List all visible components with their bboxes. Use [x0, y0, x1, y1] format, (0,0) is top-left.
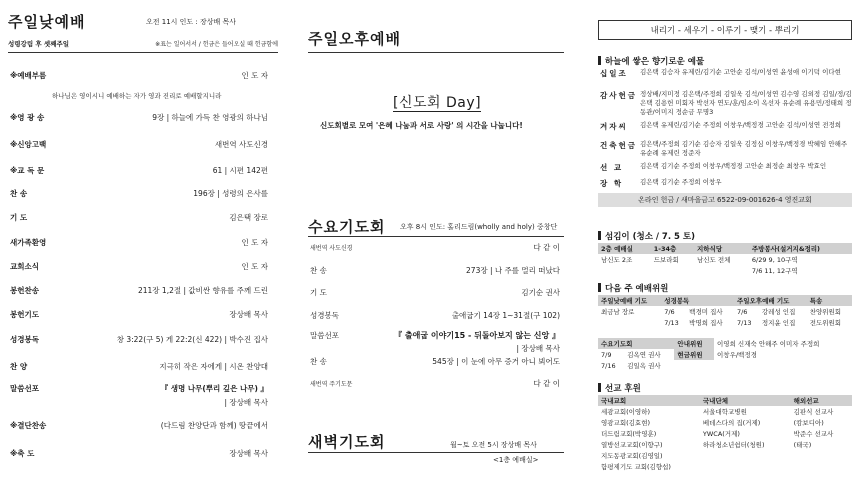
- table-cell: [598, 317, 661, 328]
- table-cell: 7/13: [736, 318, 752, 327]
- table-cell: 정지윤 인집: [761, 319, 796, 327]
- order-leader: 장상배 목사: [229, 448, 268, 458]
- order-row: [10, 186, 268, 200]
- table-cell: 백경미 집사: [689, 308, 723, 316]
- wed-label: 성경봉독: [310, 310, 339, 320]
- offering-row: [600, 90, 852, 117]
- sunday-service-column: [0, 0, 282, 481]
- table-cell: 찬양위원회: [809, 308, 842, 316]
- offering-names: 김은택 유제린/김기순 주정희 이창우/백정경 고안순 김석/이성연 전정희: [640, 121, 842, 129]
- order-row: [10, 359, 268, 373]
- table-cell: 열방선교교회(이향구): [601, 441, 663, 449]
- wed-content: 273장 | 나 주를 멀리 떠났다: [466, 265, 560, 275]
- wed-label: 말씀선포: [310, 330, 339, 340]
- table-row: [598, 439, 852, 450]
- sunday-service-subheader: [8, 39, 278, 53]
- sunday-service-title: 주일낮예배: [8, 13, 86, 31]
- table-header-cell: 1-34층: [651, 243, 694, 254]
- table-row: [598, 265, 852, 276]
- order-leader: 인 도 자: [241, 70, 268, 80]
- order-label: 찬 양: [10, 361, 28, 371]
- table-cell: 남신도 2조: [601, 256, 633, 264]
- order-content: 새번역 사도신경: [214, 139, 268, 149]
- offering-row: [600, 178, 852, 189]
- order-row: [10, 381, 268, 395]
- next-week-section-title: 다음 주 예배위원: [598, 282, 668, 294]
- table-header-cell: 특송: [807, 295, 852, 306]
- order-content: 지극히 작은 자에게 | 시온 찬양대: [159, 361, 268, 371]
- table-cell: 7/13: [664, 318, 679, 327]
- order-label: 찬 송: [10, 188, 28, 198]
- offering-label: 건축헌금: [600, 141, 637, 150]
- mission-table: [598, 395, 852, 472]
- dawn-prayer-title: 새벽기도회: [308, 433, 386, 451]
- table-cell: [700, 450, 791, 461]
- table-cell: 7/6: [736, 307, 748, 316]
- wed-content: 545장 | 이 눈에 아무 증거 아니 뵈어도: [432, 356, 560, 366]
- sermon-title: 『 생명 나무(뿌리 깊은 나무) 』: [160, 383, 268, 393]
- table-header-cell: 지하식당: [694, 243, 749, 254]
- table-header-cell: 주일오후예배 기도: [734, 295, 807, 306]
- table-header-row: [598, 243, 852, 254]
- wed-sermon-title: 『 출애굽 이야기15 - 뒤돌아보지 않는 신앙 』: [394, 330, 560, 340]
- dawn-prayer-location: <1층 예배실>: [493, 456, 539, 464]
- wed-row: [310, 328, 560, 342]
- order-label: 기 도: [10, 212, 28, 222]
- dawn-prayer-meta: 월~토 오전 5시 장상배 목사: [450, 441, 537, 449]
- order-label: 성경봉독: [10, 334, 39, 344]
- member-day-title-text: [신도회 Day]: [393, 95, 482, 111]
- table-cell: [791, 461, 852, 472]
- offering-names: 김은택/주정희 김기순 김승자 김일욱 김정심 이창우/백정경 박혜임 안해주 유순례 유제린 정준자: [640, 140, 848, 157]
- cleaning-section-title: 섬김이 (청소 / 7. 5 토): [598, 230, 695, 242]
- table-cell: 김옥연 권사: [627, 351, 661, 359]
- table-row: [598, 406, 852, 417]
- order-content: (다드림 찬양단과 함께) 땅끝에서: [160, 420, 268, 430]
- order-row: [10, 332, 268, 346]
- table-cell: 전도위원회: [809, 319, 842, 327]
- order-label: 말씀선포: [10, 383, 39, 393]
- scripture-note: 하나님은 영이시니 예배하는 자가 영과 진리로 예배할지니라: [52, 92, 222, 100]
- order-row: [10, 395, 268, 409]
- table-header-cell: 안내위원: [674, 338, 714, 349]
- wednesday-service-meta: 오후 8시 인도: 홀리드림(wholly and holy) 중창단: [400, 223, 558, 231]
- order-label: ※축 도: [10, 448, 35, 458]
- order-content: 61 | 시편 142편: [212, 165, 268, 175]
- table-row: [598, 254, 852, 265]
- wed-leader: 다 같 이: [533, 378, 560, 388]
- table-header-cell: 주일낮예배 기도: [598, 295, 661, 306]
- wed-row: [310, 354, 560, 368]
- wednesday-service-title: 수요기도회: [308, 218, 386, 236]
- table-row: [598, 306, 852, 317]
- afternoon-service-title: 주일오후예배: [308, 30, 401, 48]
- table-cell: 세광교회(이영하): [601, 408, 651, 416]
- member-day-title: [393, 92, 481, 112]
- table-header-cell: 해외선교: [791, 395, 852, 406]
- table-header-row: [598, 338, 852, 349]
- wed-leader: 다 같 이: [533, 242, 560, 252]
- wed-row: [310, 285, 560, 299]
- table-cell: 지도동광교회(김영일): [601, 452, 663, 460]
- table-row: [598, 317, 852, 328]
- order-row: [10, 418, 268, 432]
- table-cell: (태국): [793, 441, 812, 449]
- table-row: [598, 428, 852, 439]
- table-cell: 이영희 신재숙 안해주 이미자 주정희: [717, 340, 820, 348]
- table-header-cell: 현금위원: [674, 349, 714, 360]
- table-cell: 함평제기도 교회(김향섭): [601, 463, 671, 471]
- offering-row: [600, 162, 852, 173]
- wed-row: [310, 263, 560, 277]
- church-news-column: [590, 0, 860, 481]
- offering-label: 선 교: [600, 163, 624, 172]
- order-row: [10, 163, 268, 177]
- table-cell: [651, 265, 694, 276]
- order-label: ※영 광 송: [10, 112, 45, 122]
- table-header-cell: 수요기도회: [598, 338, 674, 349]
- order-label: 새가족환영: [10, 237, 47, 247]
- table-cell: 베데스다의 집(거제): [702, 419, 761, 427]
- cleaning-table: [598, 243, 852, 276]
- mission-section-title: 선교 후원: [598, 382, 641, 394]
- order-row: [10, 235, 268, 249]
- order-content: 김은택 장로: [229, 212, 268, 222]
- order-leader: 인 도 자: [241, 261, 268, 271]
- offering-section-title: 하늘에 쌓은 향기로운 예물: [598, 55, 704, 67]
- order-label: 교회소식: [10, 261, 39, 271]
- table-cell: 영광교회(김효현): [601, 419, 651, 427]
- offering-row: [600, 140, 852, 158]
- standing-note: ※표는 일어서서 / 헌금은 들어오실 때 헌금함에: [155, 41, 278, 48]
- wed-label: 찬 송: [310, 356, 327, 366]
- divider: [308, 52, 564, 53]
- table-cell: 7/16: [601, 361, 616, 370]
- offering-label: 감사헌금: [600, 91, 637, 100]
- wed-label: 찬 송: [310, 265, 327, 275]
- offering-label: 십일조: [600, 69, 628, 78]
- offering-label: 장 학: [600, 179, 624, 188]
- table-row: [598, 417, 852, 428]
- table-cell: (캄보디아): [793, 419, 824, 427]
- table-cell: YWCA(거제): [702, 430, 740, 438]
- next-week-table-2: [598, 338, 852, 371]
- table-header-row: [598, 295, 852, 306]
- order-content: 9장 | 하늘에 가득 찬 영광의 하나님: [152, 112, 268, 122]
- table-cell: 박명희 집사: [689, 319, 723, 327]
- order-row: [10, 307, 268, 321]
- wed-label: 새번역 주기도문: [310, 380, 353, 388]
- wed-row: [310, 341, 560, 355]
- table-cell: [700, 461, 791, 472]
- order-label: 봉헌찬송: [10, 285, 39, 295]
- order-label: ※예배부름: [10, 70, 47, 80]
- order-row: [10, 110, 268, 124]
- table-cell: 박준수 선교사: [793, 430, 834, 438]
- table-cell: 김판식 선교사: [793, 408, 834, 416]
- table-cell: 최금남 장로: [601, 308, 635, 316]
- order-content: 창 3:22(구 5) 게 22:2(신 422) | 박수진 집사: [116, 334, 268, 344]
- order-row: [10, 259, 268, 273]
- table-cell: [598, 265, 651, 276]
- table-cell: 하라청소년쉼터(청원): [702, 441, 765, 449]
- order-content: 196장 | 성령의 은사를: [193, 188, 268, 198]
- table-header-cell: 주방봉사(설거지&정리): [749, 243, 852, 254]
- wed-row: [310, 308, 560, 322]
- table-cell: 7/6 11, 12구역: [751, 267, 798, 275]
- order-label: ※신앙고백: [10, 139, 47, 149]
- order-leader: | 장상배 목사: [224, 397, 268, 407]
- divider: [308, 236, 564, 237]
- table-row: [598, 461, 852, 472]
- offering-names: 김은택 김승자 유제린/김기순 고안순 김석/이성연 윤성애 이기덕 이다현: [640, 68, 841, 76]
- order-leader: 장상배 목사: [229, 309, 268, 319]
- offering-names: 김은택 김기순 주정희 이창우: [640, 178, 722, 186]
- table-header-cell: 국내단체: [700, 395, 791, 406]
- table-row: [598, 450, 852, 461]
- order-row: [10, 68, 268, 82]
- offering-names: 김은택 김기순 주정희 이창우/백정경 고안순 최정순 최창우 박효인: [640, 162, 827, 170]
- table-header-cell: 성경봉독: [661, 295, 734, 306]
- table-header-cell: 국내교회: [598, 395, 700, 406]
- table-header-cell: 2층 예배실: [598, 243, 651, 254]
- order-row: [10, 283, 268, 297]
- table-cell: 더드림교회(박영훈): [601, 430, 657, 438]
- offering-names: 정상배/지미정 김은택/주정희 김일욱 김석/이성연 김수영 김외정 김일/정/김은택 김용헌 미회자 박선자 연도/훈/임소이 옥선자 유순례 유용민/정태희 정동관/이미지 정순금 무명3: [640, 90, 852, 116]
- wed-content: 출애굽기 14장 1~31절(구 102): [451, 310, 560, 320]
- wed-leader: | 장상배 목사: [516, 343, 560, 353]
- online-offering-account: 온라인 헌금 / 새마을금고 6522-09-001626-4 영진교회: [598, 193, 852, 207]
- order-leader: 인 도 자: [241, 237, 268, 247]
- order-label: 봉헌기도: [10, 309, 39, 319]
- sunday-service-meta: 오전 11시 인도 : 장상배 목사: [146, 18, 237, 26]
- table-cell: [791, 450, 852, 461]
- order-content: 211장 1,2절 | 값비싼 향유를 주께 드린: [137, 285, 268, 295]
- member-day-description: 신도회별로 모여 '은혜 나눔과 서로 사랑' 의 시간을 나눕니다!: [320, 121, 523, 130]
- divider: [308, 452, 564, 453]
- wed-row: [310, 376, 560, 390]
- order-row: [10, 210, 268, 224]
- table-row: [598, 360, 852, 371]
- offering-label: 겨자씨: [600, 122, 628, 131]
- table-cell: [714, 360, 852, 371]
- order-row: [10, 137, 268, 151]
- table-cell: 남신도 전체: [697, 256, 731, 264]
- offering-row: [600, 68, 852, 79]
- table-cell: 강레성 인집: [761, 308, 796, 316]
- order-label: ※교 독 문: [10, 165, 45, 175]
- wed-label: 기 도: [310, 287, 327, 297]
- liturgical-week: 성령강림 후 셋째주일: [8, 40, 70, 48]
- vision-banner: 내리기 - 세우기 - 이루기 - 맺기 - 뿌리기: [598, 20, 852, 40]
- next-week-table: [598, 295, 852, 328]
- table-cell: 6/29 9, 10구역: [751, 256, 798, 264]
- table-cell: 이창우/백정경: [717, 351, 757, 359]
- table-cell: 드보라회: [653, 256, 679, 264]
- table-cell: [674, 360, 714, 371]
- order-label: ※결단찬송: [10, 420, 47, 430]
- table-cell: 7/6: [664, 307, 675, 316]
- afternoon-and-weekday-column: [300, 0, 570, 481]
- table-row: [598, 349, 852, 360]
- wed-leader: 김기순 권사: [521, 287, 560, 297]
- wed-label: 새번역 사도신경: [310, 244, 353, 252]
- order-row: [10, 446, 268, 460]
- table-header-row: [598, 395, 852, 406]
- offering-row: [600, 121, 852, 132]
- table-cell: 7/9: [601, 350, 612, 359]
- table-cell: [694, 265, 749, 276]
- table-cell: 서울대학교병원: [702, 408, 747, 416]
- wed-row: [310, 240, 560, 254]
- table-cell: 김일옥 권사: [627, 362, 661, 370]
